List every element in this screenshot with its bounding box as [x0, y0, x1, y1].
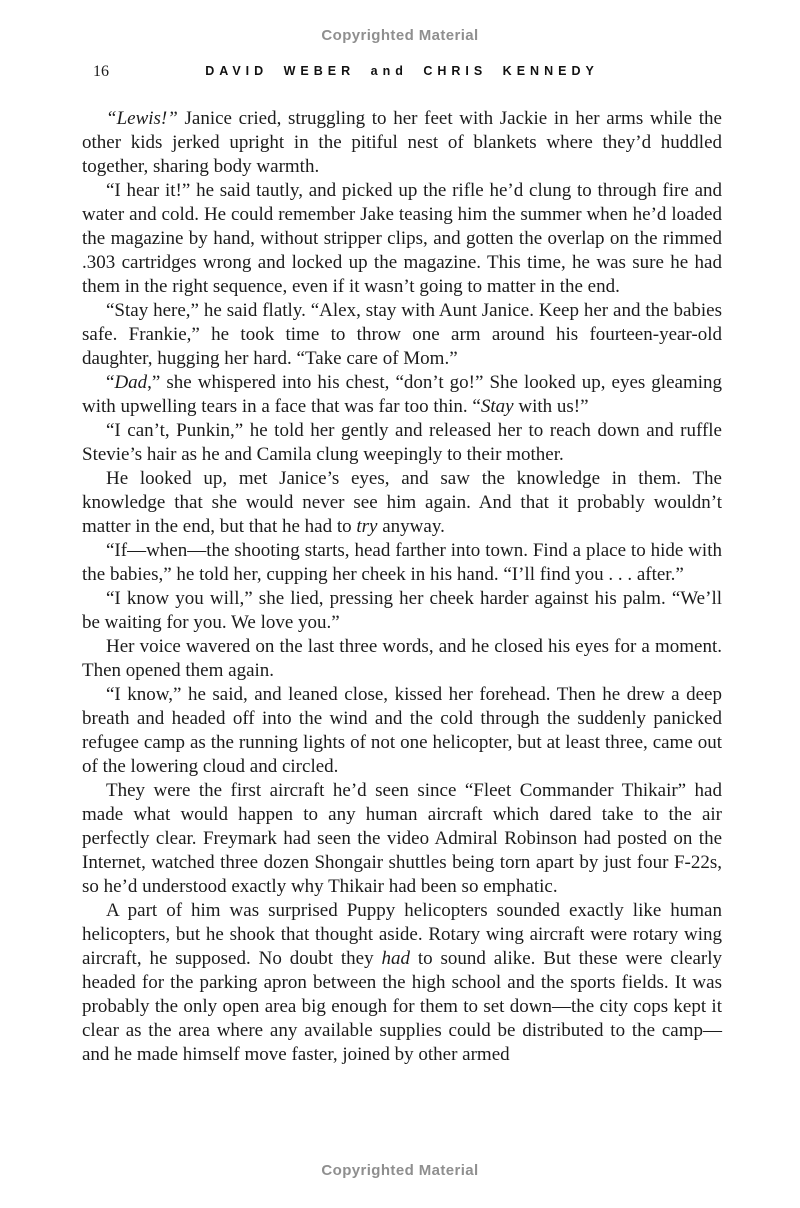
running-head: DAVID WEBER and CHRIS KENNEDY: [205, 64, 599, 78]
text-run: “If—when—the shooting starts, head farther into town. Find a place to hide with the babies,” he told her, cupping her cheek in his hand. “I’ll find you . . . after.”: [82, 540, 722, 585]
page-number: 16: [93, 63, 109, 80]
italic-text-run: “Lewis!”: [106, 108, 178, 129]
body-paragraph: [82, 539, 722, 587]
text-run: Janice cried, struggling to her feet with Jackie in her arms while the other kids jerked upright in the pitiful nest of blankets where they’d huddled together, sharing body warmth.: [82, 108, 722, 177]
body-paragraph: [82, 635, 722, 683]
italic-text-run: had: [381, 948, 410, 969]
body-paragraph: [82, 467, 722, 539]
body-paragraph: [82, 371, 722, 419]
italic-text-run: try: [356, 516, 378, 537]
text-run: “: [106, 372, 115, 393]
text-run: to sound alike. But these were clearly headed for the parking apron between the high school and the sports fields. It was probably the only open area big enough for them to set down—the city cops kept it clear as the area where any available supplies could be distributed to the camp—and he made himself move faster, joined by other armed: [82, 948, 722, 1065]
body-paragraph: [82, 107, 722, 179]
body-paragraph: [82, 899, 722, 1067]
body-paragraph: [82, 419, 722, 467]
italic-text-run: Dad: [114, 372, 148, 393]
text-run: Her voice wavered on the last three words, and he closed his eyes for a moment. Then opened them again.: [82, 636, 722, 681]
text-run: A part of him was surprised Puppy helicopters sounded exactly like human helicopters, but he shook that thought aside. Rotary wing aircraft were rotary wing aircraft, he supposed. No doubt they: [82, 900, 722, 969]
text-run: He looked up, met Janice’s eyes, and saw the knowledge in them. The knowledge that she would never see him again. And that it probably wouldn’t matter in the end, but that he had to: [82, 468, 722, 537]
text-run: “I can’t, Punkin,” he told her gently and released her to reach down and ruffle Stevie’s hair as he and Camila clung weepingly to their mother.: [82, 420, 722, 465]
text-run: “I know you will,” she lied, pressing her cheek harder against his palm. “We’ll be waiting for you. We love you.”: [82, 588, 722, 633]
text-run: “Stay here,” he said flatly. “Alex, stay with Aunt Janice. Keep her and the babies safe. Frankie,” he took time to throw one arm around his fourteen-year-old daughter, hugging her hard. “Take care of Mom.”: [82, 300, 722, 369]
text-run: They were the first aircraft he’d seen since “Fleet Commander Thikair” had made what would happen to any human aircraft which dared take to the air perfectly clear. Freymark had seen the video Admiral Robinson had posted on the Internet, watched three dozen Shongair shuttles being torn apart by just four F-22s, so he’d understood exactly why Thikair had been so emphatic.: [82, 780, 722, 897]
page-header: [82, 62, 722, 80]
text-run: anyway.: [377, 516, 445, 537]
body-paragraph: [82, 779, 722, 899]
text-run: with us!”: [513, 396, 589, 417]
italic-text-run: Stay: [480, 396, 514, 417]
body-paragraph: [82, 683, 722, 779]
text-run: ,” she whispered into his chest, “don’t go!” She looked up, eyes gleaming with upwelling tears in a face that was far too thin. “: [82, 372, 722, 417]
body-paragraph: [82, 299, 722, 371]
text-run: “I hear it!” he said tautly, and picked up the rifle he’d clung to through fire and water and cold. He could remember Jake teasing him the summer when he’d loaded the magazine by hand, without stripper clips, and gotten the overlap on the rimmed .303 cartridges wrong and locked up the magazine. This time, he was sure he had them in the right sequence, even if it wasn’t going to matter in the end.: [82, 180, 722, 297]
body-paragraph: [82, 179, 722, 299]
text-run: “I know,” he said, and leaned close, kissed her forehead. Then he drew a deep breath and headed off into the wind and the cold through the suddenly panicked refugee camp as the running lights of not one helicopter, but at least three, came out of the lowering cloud and circled.: [82, 684, 722, 777]
body-paragraph: [82, 587, 722, 635]
copyright-notice-top: Copyrighted Material: [321, 27, 479, 44]
body-text: [82, 107, 722, 1067]
copyright-notice-bottom: Copyrighted Material: [321, 1162, 479, 1179]
